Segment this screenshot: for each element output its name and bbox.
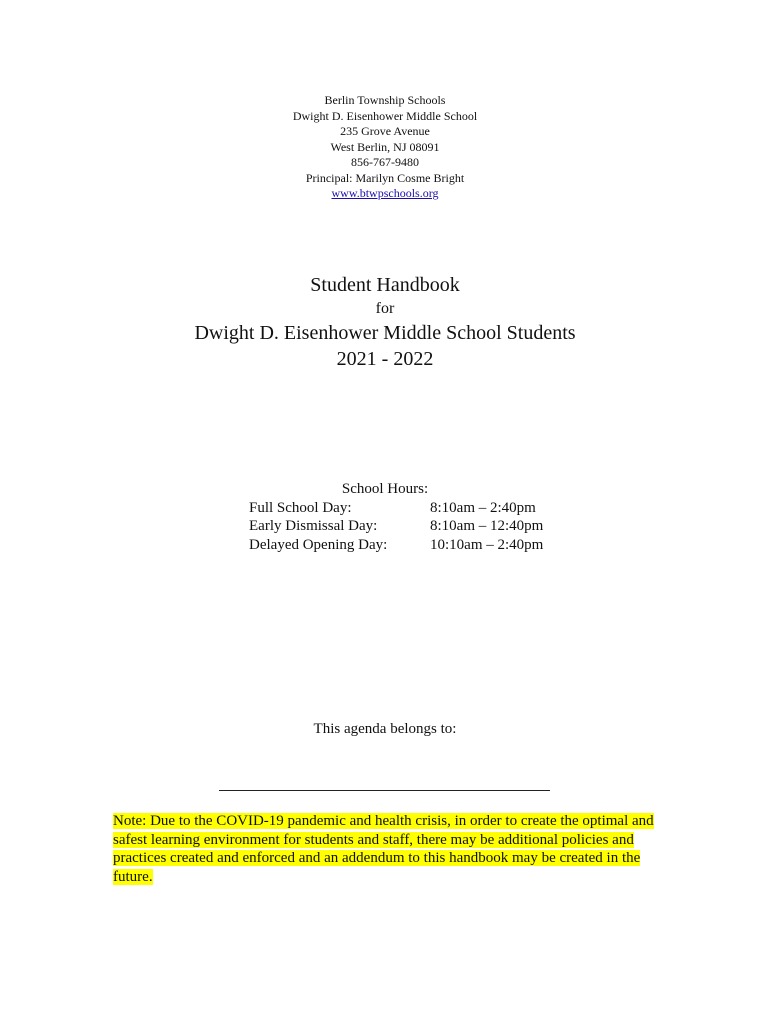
title-school: Dwight D. Eisenhower Middle School Students	[194, 322, 576, 344]
hours-row-full-day	[249, 499, 579, 518]
website-link[interactable]: www.btwpschools.org	[331, 186, 439, 200]
hours-row-delayed-opening	[249, 536, 579, 555]
street-address: 235 Grove Avenue	[340, 124, 430, 138]
agenda-owner-label: This agenda belongs to:	[313, 721, 457, 737]
hours-row-early-dismissal	[249, 517, 579, 536]
district-name: Berlin Township Schools	[324, 93, 446, 107]
school-header	[0, 93, 770, 202]
school-name: Dwight D. Eisenhower Middle School	[292, 108, 478, 123]
hours-label: Early Dismissal Day:	[249, 518, 378, 534]
covid-note-text: Note: Due to the COVID-19 pandemic and health crisis, in order to create the optimal and safest learning environment for students and staff, there may be additional policies and practices created and enforced and an addendum to this handbook may be created in the future.	[113, 813, 654, 885]
city-address: West Berlin, NJ 08091	[330, 139, 440, 154]
hours-value: 10:10am – 2:40pm	[430, 537, 544, 553]
hours-heading: School Hours:	[341, 481, 429, 497]
title-for: for	[375, 300, 395, 317]
covid-note	[113, 812, 663, 886]
principal-name: Principal: Marilyn Cosme Bright	[305, 170, 465, 185]
name-signature-line	[219, 790, 550, 791]
title-year: 2021 - 2022	[336, 348, 434, 370]
phone-number: 856-767-9480	[351, 155, 419, 169]
hours-label: Full School Day:	[249, 500, 352, 516]
hours-value: 8:10am – 2:40pm	[430, 500, 536, 516]
title-main: Student Handbook	[310, 274, 460, 296]
hours-label: Delayed Opening Day:	[249, 537, 388, 553]
handbook-title	[0, 272, 770, 372]
hours-value: 8:10am – 12:40pm	[430, 518, 544, 534]
